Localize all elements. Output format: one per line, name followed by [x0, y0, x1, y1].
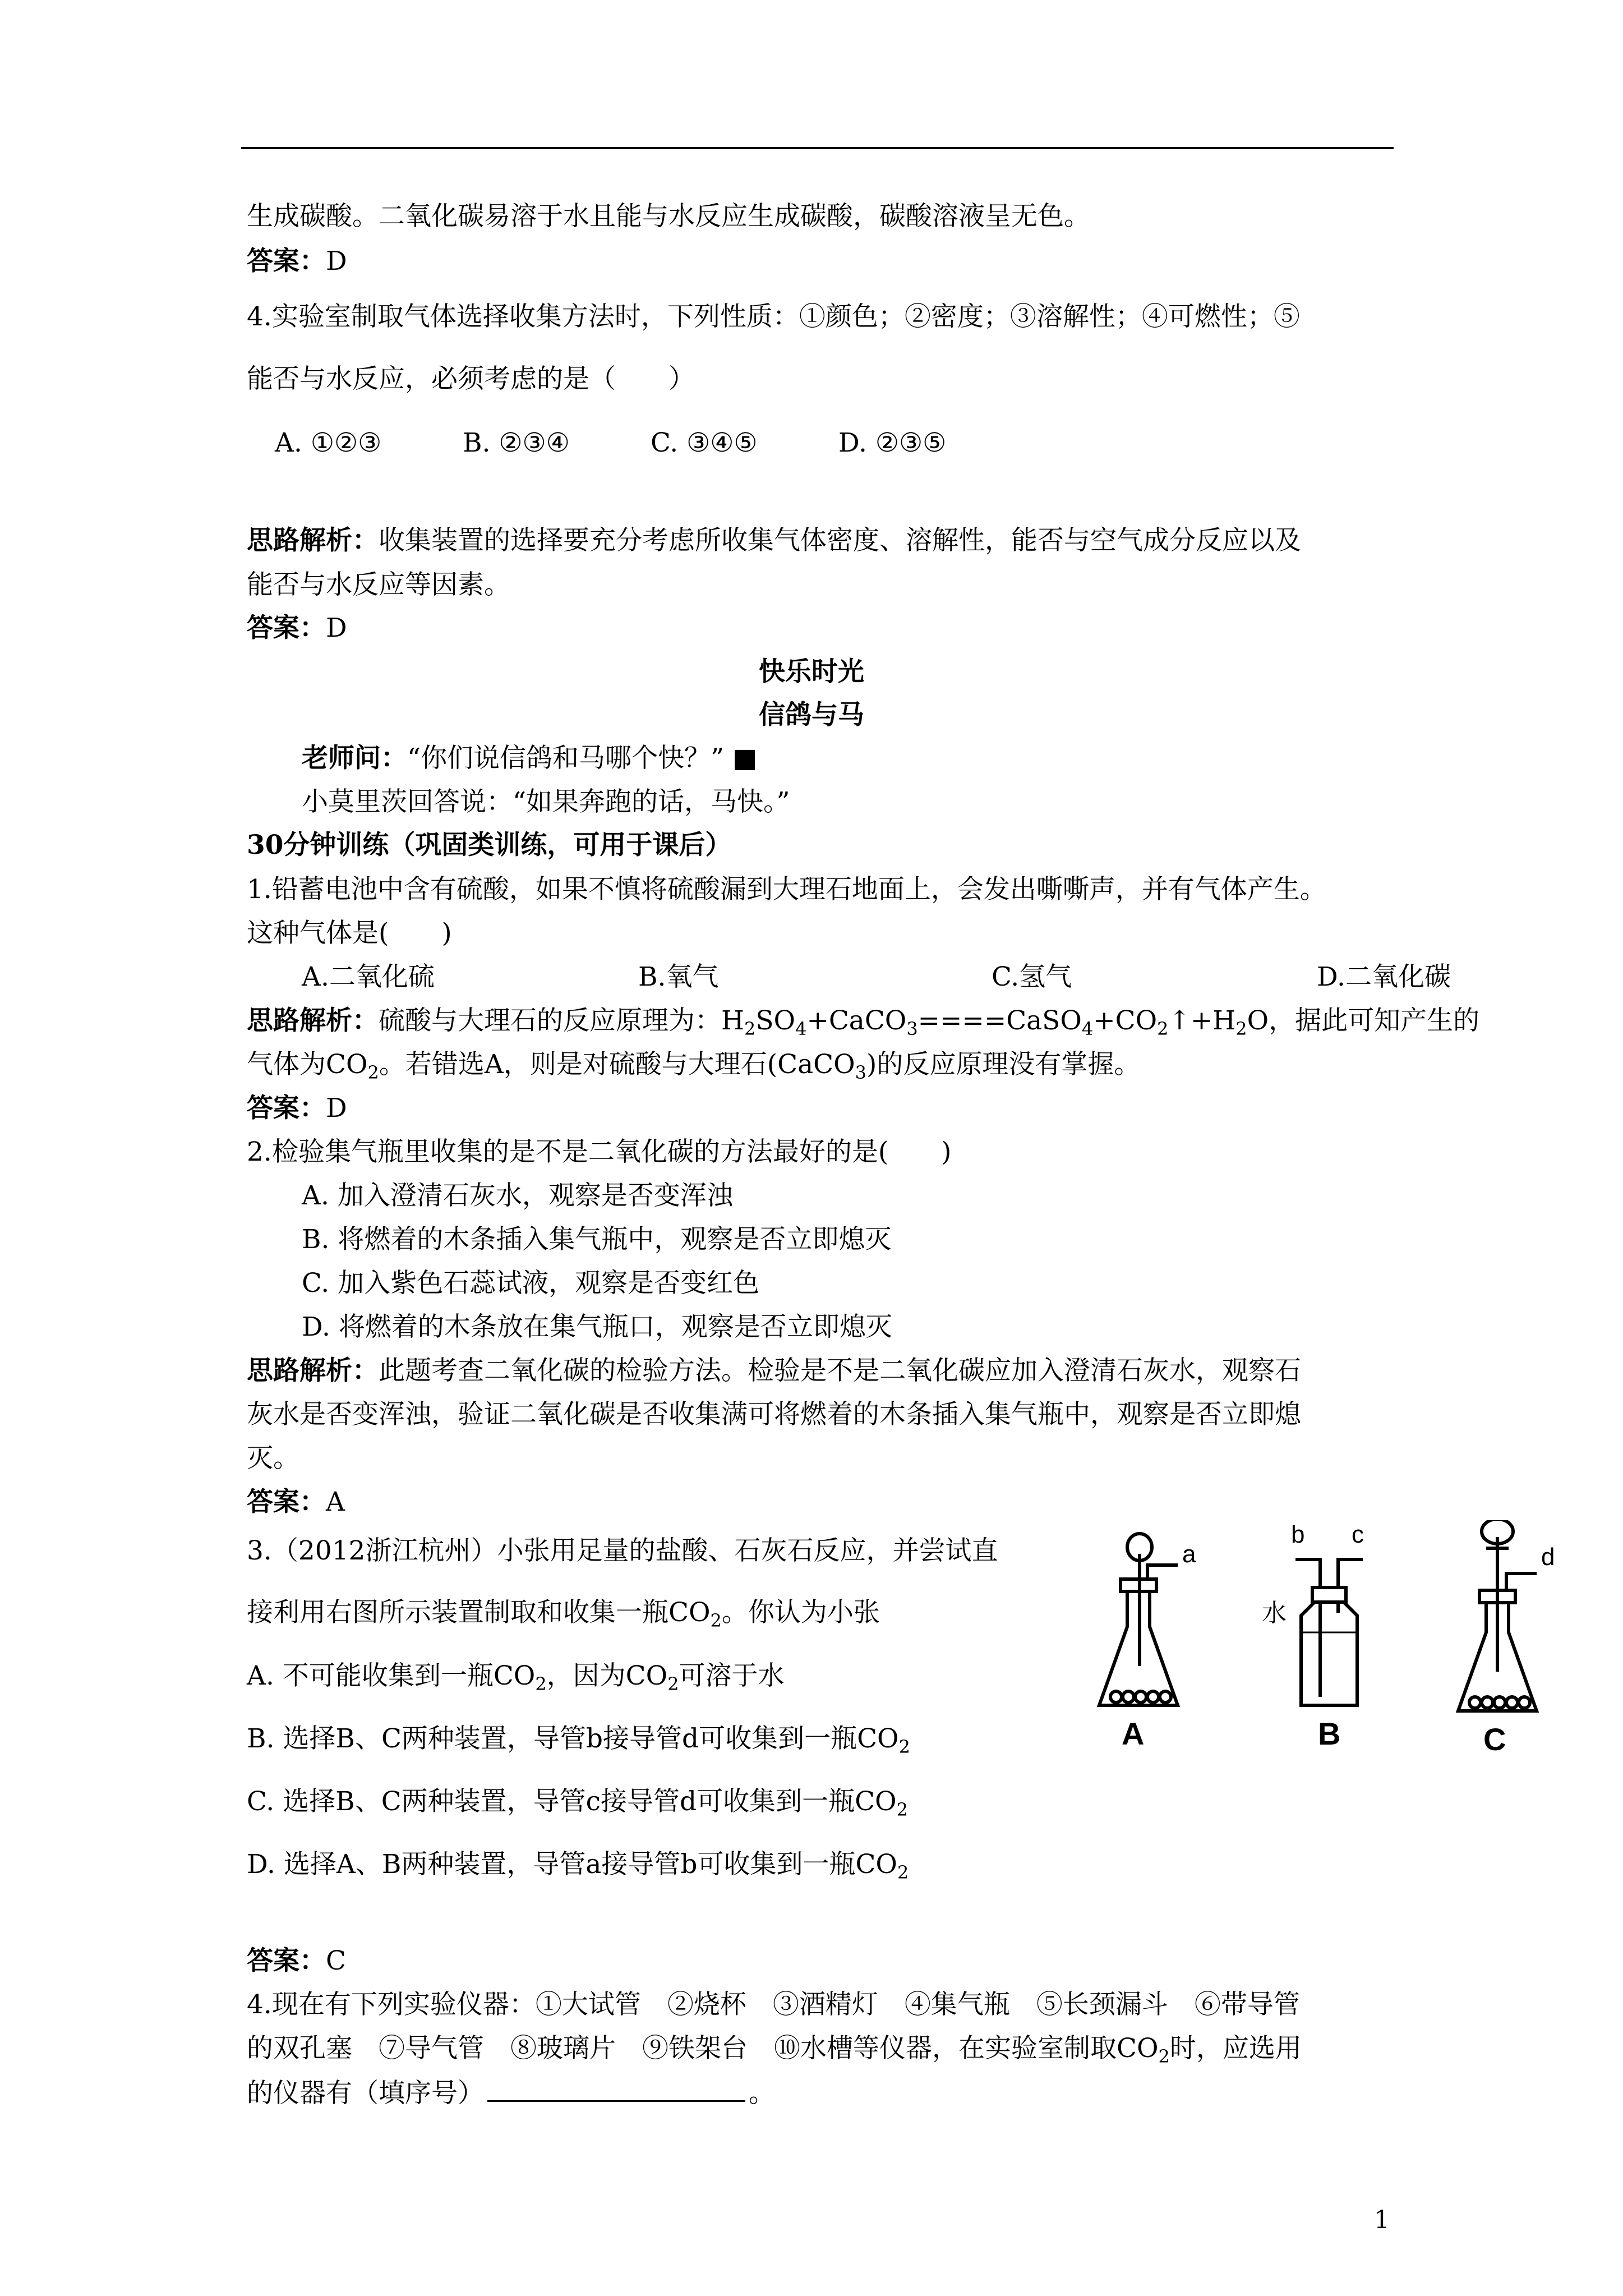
option: D. 将燃着的木条放在集气瓶口，观察是否立即熄灭	[302, 1312, 892, 1342]
problem-3-stem: 3.（2012浙江杭州）小张用足量的盐酸、石灰石反应，并尝试直	[247, 1535, 998, 1566]
apparatus-figure	[1094, 1520, 1587, 1834]
option: A. 加入澄清石灰水，观察是否变浑浊	[302, 1180, 733, 1211]
answer-line: 答案：D	[247, 613, 347, 643]
option: A. 不可能收集到一瓶$CO_2$，因为$CO_2$可溶于水	[247, 1660, 785, 1695]
analysis-line: 思路解析：硫酸与大理石的反应原理为：$H_2SO_4+CaCO_3====CaSO_4+CO_2↑+H_2O$，据此可知产生的	[247, 1005, 1480, 1039]
page-number: 1	[1374, 2206, 1390, 2234]
question-4-options	[275, 426, 946, 460]
analysis-line: 思路解析：收集装置的选择要充分考虑所收集气体密度、溶解性，能否与空气成分反应以及	[247, 525, 1301, 556]
label-water: 水	[1262, 1599, 1287, 1627]
joke-line: 老师问：“你们说信鸽和马哪个快？” ■	[302, 743, 758, 774]
joke-line: 小莫里茨回答说：“如果奔跑的话，马快。”	[302, 786, 790, 817]
analysis-line: 能否与水反应等因素。	[247, 569, 510, 600]
analysis-line: 思路解析：此题考查二氧化碳的检验方法。检验是不是二氧化碳应加入澄清石灰水，观察石	[247, 1355, 1301, 1386]
problem-4-stem: 4.现在有下列实验仪器：①大试管 ②烧杯 ③酒精灯 ④集气瓶 ⑤长颈漏斗 ⑥带导管	[247, 1989, 1300, 2020]
section-heading: 快乐时光	[759, 656, 864, 687]
flask-a	[1099, 1534, 1178, 1705]
problem-4-stem-cont: 的双孔塞 ⑦导气管 ⑧玻璃片 ⑨铁架台 ⑩水槽等仪器，在实验室制取$CO_2$时，应选用	[247, 2033, 1302, 2067]
option: D.二氧化碳	[1317, 961, 1451, 992]
label-c: c	[1352, 1521, 1364, 1548]
section-title: 30分钟训练（巩固类训练，可用于课后）	[247, 830, 732, 861]
option: C. 加入紫色石蕊试液，观察是否变红色	[302, 1268, 760, 1299]
answer-line: 答案：D	[247, 246, 347, 277]
problem-3-stem-cont: 接利用右图所示装置制取和收集一瓶$CO_2$。你认为小张	[247, 1597, 880, 1631]
bottle-b	[1295, 1559, 1363, 1705]
answer-line: 答案：D	[247, 1093, 347, 1124]
option: C.氢气	[992, 961, 1072, 992]
problem-4-stem-cont: 的仪器有（填序号） 。	[247, 2076, 775, 2110]
caption-b: B	[1318, 1716, 1341, 1751]
question-4-stem: 4.实验室制取气体选择收集方法时，下列性质：①颜色；②密度；③溶解性；④可燃性；⑤	[247, 301, 1300, 332]
text-line: 生成碳酸。二氧化碳易溶于水且能与水反应生成碳酸，碳酸溶液呈无色。	[247, 201, 1090, 232]
problem-2-stem: 2.检验集气瓶里收集的是不是二氧化碳的方法最好的是( )	[247, 1137, 952, 1167]
option: D. 选择A、B两种装置，导管a接导管b可收集到一瓶$CO_2$	[247, 1849, 909, 1883]
problem-1-options	[302, 960, 1451, 994]
option: B. 选择B、C两种装置，导管b接导管d可收集到一瓶$CO_2$	[247, 1723, 910, 1757]
analysis-line: 灭。	[247, 1443, 299, 1474]
header-rule	[241, 147, 1394, 149]
section-subheading: 信鸽与马	[759, 700, 864, 730]
option: C. 选择B、C两种装置，导管c接导管d可收集到一瓶$CO_2$	[247, 1786, 908, 1820]
problem-1-stem: 1.铅蓄电池中含有硫酸，如果不慎将硫酸漏到大理石地面上，会发出嘶嘶声，并有气体产生。	[247, 874, 1326, 905]
problem-1-stem-cont: 这种气体是( )	[247, 918, 452, 949]
flask-c	[1458, 1520, 1537, 1711]
option: A. ①②③	[275, 427, 382, 458]
answer-blank[interactable]	[487, 2076, 745, 2102]
answer-line: 答案：A	[247, 1487, 345, 1517]
analysis-line: 气体为$CO_2$。若错选A，则是对硫酸与大理石(CaCO$_3$)的反应原理没有掌握。	[247, 1049, 1141, 1083]
option: A.二氧化硫	[302, 961, 435, 992]
option: D. ②③⑤	[838, 427, 947, 458]
label-a: a	[1182, 1540, 1196, 1568]
answer-line: 答案：C	[247, 1945, 346, 1976]
question-4-stem-cont: 能否与水反应，必须考虑的是（ ）	[247, 364, 695, 394]
analysis-line: 灰水是否变浑浊，验证二氧化碳是否收集满可将燃着的木条插入集气瓶中，观察是否立即熄	[247, 1399, 1301, 1430]
option: B.氧气	[638, 961, 719, 992]
label-d: d	[1541, 1543, 1555, 1571]
option: B. 将燃着的木条插入集气瓶中，观察是否立即熄灭	[302, 1224, 892, 1255]
option: B. ②③④	[463, 427, 570, 458]
label-b: b	[1291, 1521, 1305, 1548]
option: C. ③④⑤	[651, 427, 758, 458]
caption-c: C	[1483, 1722, 1506, 1757]
caption-a: A	[1122, 1716, 1145, 1751]
